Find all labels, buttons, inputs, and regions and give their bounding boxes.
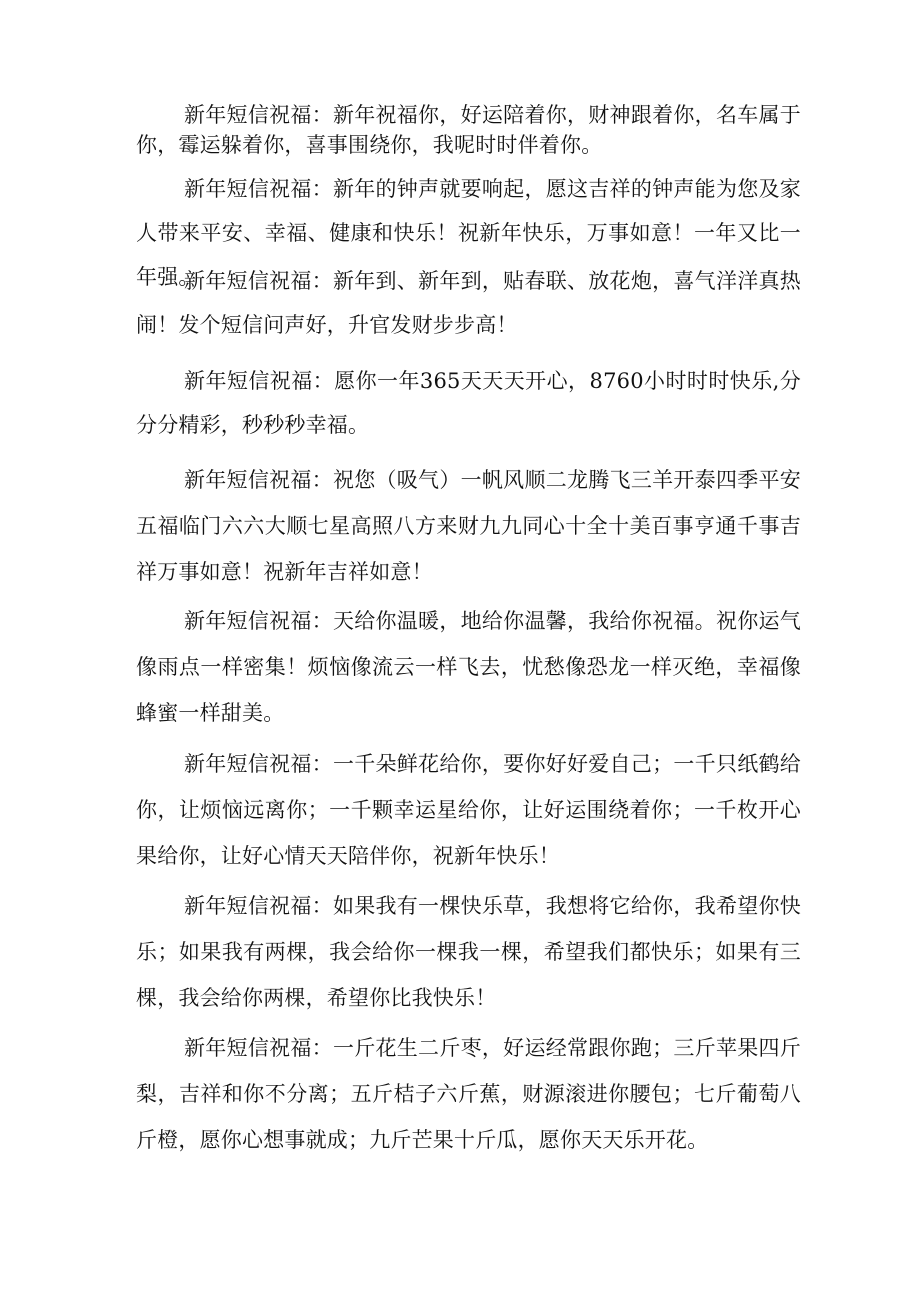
greeting-paragraph-2: 新年短信祝福：新年的钟声就要响起，愿这吉祥的钟声能为您及家人带来平安、幸福、健康和快乐！祝新年快乐，万事如意！一年又比一年强。	[136, 177, 801, 289]
greeting-paragraph-3: 新年短信祝福：新年到、新年到，贴春联、放花炮，喜气洋洋真热闹！发个短信问声好，升官发财步步高！	[136, 269, 801, 337]
greeting-paragraph-4: 新年短信祝福：愿你一年365天天天开心，8760小时时时快乐,分分分精彩，秒秒秒幸福。	[136, 369, 801, 437]
greeting-paragraph-5: 新年短信祝福：祝您（吸气）一帆风顺二龙腾飞三羊开泰四季平安五福临门六六大顺七星高照八方来财九九同心十全十美百事亨通千事吉祥万事如意！祝新年吉祥如意！	[136, 468, 801, 584]
greeting-paragraph-7: 新年短信祝福：一千朵鲜花给你，要你好好爱自己；一千只纸鹤给你，让烦恼远离你；一千颗幸运星给你，让好运围绕着你；一千枚开心果给你，让好心情天天陪伴你，祝新年快乐！	[136, 752, 801, 868]
greeting-paragraph-1: 新年短信祝福：新年祝福你，好运陪着你，财神跟着你，名车属于你，霉运躲着你，喜事围绕你，我呢时时伴着你。	[136, 103, 801, 157]
greeting-paragraph-9: 新年短信祝福：一斤花生二斤枣，好运经常跟你跑；三斤苹果四斤梨，吉祥和你不分离；五斤桔子六斤蕉，财源滚进你腰包；七斤葡萄八斤橙，愿你心想事就成；九斤芒果十斤瓜，愿你天天乐开花。	[136, 1036, 801, 1152]
greeting-paragraph-6: 新年短信祝福：天给你温暖，地给你温馨，我给你祝福。祝你运气像雨点一样密集！烦恼像流云一样飞去，忧愁像恐龙一样灭绝，幸福像蜂蜜一样甜美。	[136, 609, 801, 725]
greeting-paragraph-8: 新年短信祝福：如果我有一棵快乐草，我想将它给你，我希望你快乐；如果我有两棵，我会给你一棵我一棵，希望我们都快乐；如果有三棵，我会给你两棵，希望你比我快乐！	[136, 894, 801, 1010]
